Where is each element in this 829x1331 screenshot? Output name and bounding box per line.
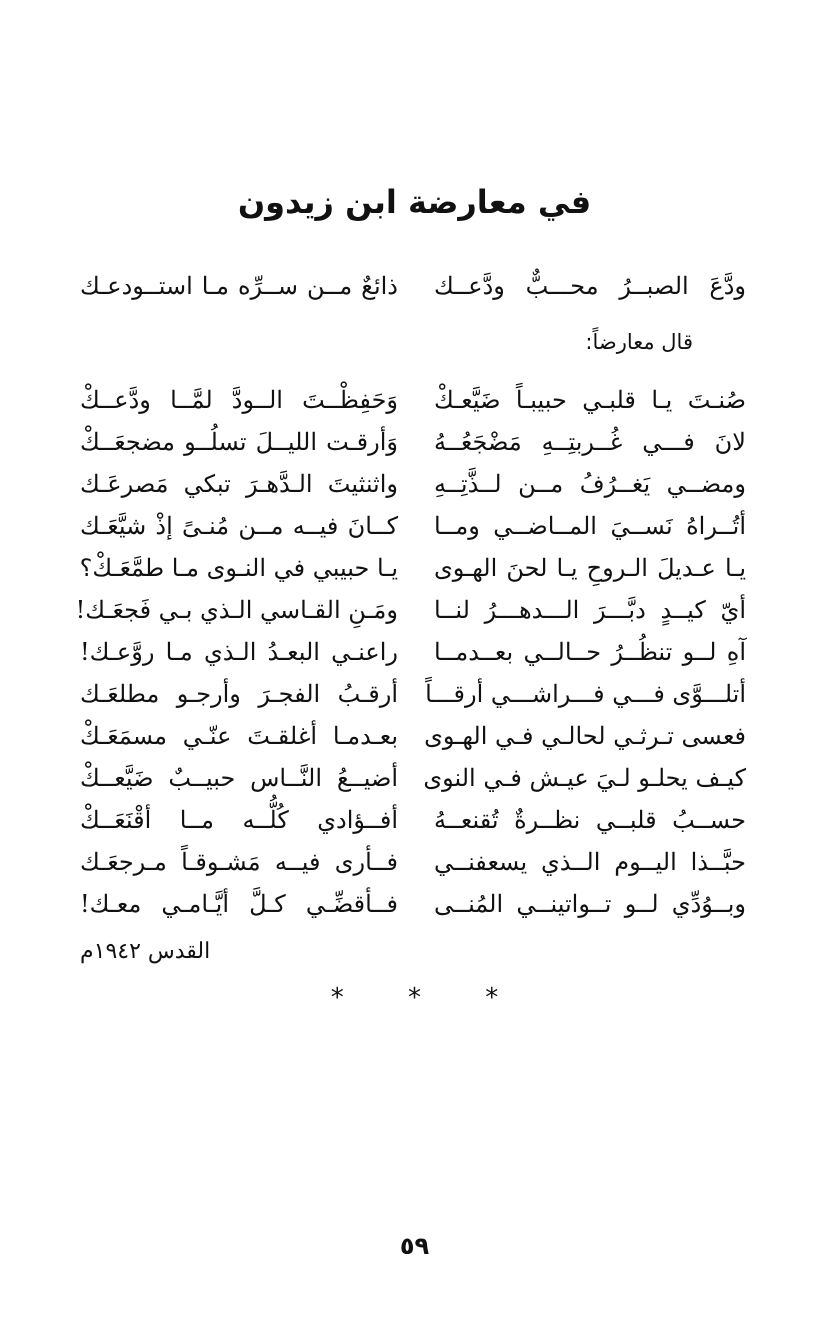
verse-second-hemistich: وَأرقـت الليــلَ تسلُــو مضجعَــكْ [80, 428, 398, 456]
verse-2 [0, 422, 829, 462]
verse-first-hemistich: حبَّــذا اليــوم الــذي يسعفنــي [434, 848, 746, 876]
verse-first-hemistich: كيـف يحلـو لـيَ عيـش فـي النوى [423, 764, 746, 792]
intro-line: قال معارضاً: [585, 330, 693, 354]
verse-second-hemistich: وَحَفِظْــتَ الــودَّ لمَّــا ودَّعــكْ [80, 386, 398, 414]
verse-first-hemistich: لانَ فـــي غُــربتِــهِ مَضْجَعُــهُ [434, 428, 746, 456]
verse-second-hemistich: راعنـي البعـدُ الـذي مـا روَّعـك! [80, 638, 398, 666]
verse-first-hemistich: فعسى تـرثـي لحالـي فـي الهـوى [424, 722, 746, 750]
verse-first-hemistich: أتُــراهُ نَســيَ المــاضــي ومــا [434, 512, 746, 540]
verse-second-hemistich: ومَـنِ القـاسي الـذي بـي فَجعَـك! [75, 596, 398, 624]
verse-8 [0, 674, 829, 714]
verse-second-hemistich: فــأرى فيــه مَشـوقـاً مـرجعَـك [80, 848, 398, 876]
place-date-signature: القدس ١٩٤٢م [80, 939, 211, 964]
verse-first-hemistich: وبــوُدِّي لــو تــواتينــي المُنــى [434, 890, 746, 918]
verse-second-hemistich: فــأقضِّـي كـلَّ أيَّـامـي معـك! [80, 890, 398, 918]
verse-3 [0, 464, 829, 504]
verse-9 [0, 716, 829, 756]
verse-first-hemistich: آهِ لــو تنظُــرُ حــالــي بعــدمــا [434, 638, 746, 666]
original-verse-first-hemistich: ودَّعَ الصبــرُ محـــبٌّ ودَّعــك [434, 272, 746, 300]
verse-second-hemistich: يـا حبيبي في النـوى مـا طمَّعَـكْ؟ [79, 554, 398, 582]
verse-second-hemistich: أفــؤادي كُلُّــه مــا أقْنَعَــكْ [80, 806, 398, 834]
verse-second-hemistich: أرقـبُ الفجـرَ وأرجـو مطلعَـك [80, 680, 398, 708]
verse-first-hemistich: يـا عـديلَ الـروحِ يـا لحنَ الهـوى [434, 554, 746, 582]
section-separator: * * * [330, 983, 527, 1013]
verse-10 [0, 758, 829, 798]
verse-first-hemistich: ومضــي يَغــرُفُ مــن لــذَّتِــهِ [434, 470, 746, 498]
original-verse-second-hemistich: ذائعٌ مــن ســرِّه مـا استــودعـك [80, 272, 398, 300]
verse-second-hemistich: بعـدمـا أغلقـتَ عنّـي مسمَعَـكْ [80, 722, 398, 750]
verse-second-hemistich: واثنثيتَ الـدَّهـرَ تبكي مَصرعَـك [80, 470, 398, 498]
verse-first-hemistich: حســبُ قلبــي نظــرةٌ تُقنعــهُ [434, 806, 746, 834]
verse-13 [0, 884, 829, 924]
original-verse [0, 266, 829, 306]
verse-5 [0, 548, 829, 588]
verse-first-hemistich: أيّ كيــدٍ دبَّـــرَ الـــدهـــرُ لنــا [434, 596, 746, 624]
verse-11 [0, 800, 829, 840]
verse-12 [0, 842, 829, 882]
verse-4 [0, 506, 829, 546]
verse-second-hemistich: كــانَ فيــه مــن مُنـىً إذْ شيَّعَـك [80, 512, 398, 540]
verse-first-hemistich: صُنـتَ يـا قلبـي حبيبـاً ضَيَّعـكْ [434, 386, 746, 414]
verse-first-hemistich: أتلـــوَّى فـــي فـــراشـــي أرقـــاً [425, 680, 746, 708]
verse-1 [0, 380, 829, 420]
verse-6 [0, 590, 829, 630]
page-number: ٥٩ [399, 1232, 430, 1260]
verse-second-hemistich: أضيــعُ النَّــاس حبيــبٌ ضَيَّعــكْ [80, 764, 398, 792]
verse-7 [0, 632, 829, 672]
poem-title: في معارضة ابن زيدون [237, 183, 592, 221]
